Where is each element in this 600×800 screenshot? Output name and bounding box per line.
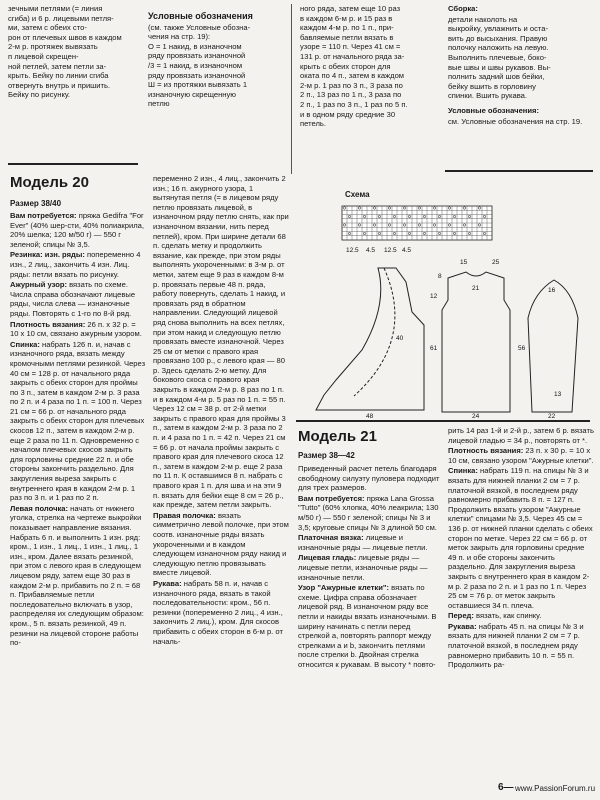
- schema-title: Схема: [345, 190, 370, 199]
- paragraph-heading: Плотность вязания:: [448, 446, 524, 456]
- text-line: ряду провязать изнаночной: [148, 70, 246, 80]
- model-21-col-1: [298, 464, 442, 796]
- measurement-label: 12: [430, 293, 438, 300]
- text-line: зечными петлями (= линия: [8, 4, 103, 13]
- top-col-1: [8, 4, 126, 104]
- paragraph-text: рить 14 раз 1-й и 2-й р., затем 6 р. вязать лицевой гладью = 34 р., повторять от *.: [448, 426, 594, 445]
- paragraph: [448, 622, 594, 670]
- site-watermark: www.PassionForum.ru: [515, 784, 596, 793]
- paragraph-heading: Вам потребуется:: [10, 211, 77, 220]
- paragraph-text: пряжа Lana Grossa "Tutto" (60% хлопка, 40% леакрила; 130 м/50 г) — 550 г зеленой; спицы № 3 и 3,5; круговые спицы № 3 длиной 50 см.: [298, 493, 439, 532]
- text-line: ного ряда, затем еще 10 раз: [300, 4, 401, 13]
- paragraph-text: набрать 126 п. и, начав с изнаночного ряда, вязать между кромочными петлями резинкой. Через 40 см = 128 р. от начального ряда закрыть с обеих сторон для проймы по 3 п., затем в каждом 2-м р. 3 раза по 2 п. и 4 раза по 1 п. = 100 п. Через 21 см = 66 р. от начального ряда закрыть с обеих сторон для плечевых скосов 12 п., затем в каждом 2-м р. еще 2 раза по 11 п. Одновременно с началом плечевых скосов закрыть для горловины средние 22 п. и обе стороны закончить раздельно. Для закругления выреза закрыть с внутреннего края в каждом 2-м р. 1 раз по 3 п. и 1 раз по 2 п.: [10, 339, 146, 503]
- back-piece-outline: [442, 272, 510, 412]
- text-line: Выполнить плечевые, боко-: [448, 52, 547, 62]
- measurement-label: 40: [396, 335, 404, 342]
- column-separator: [291, 4, 292, 174]
- divider-right: [445, 170, 593, 172]
- paragraph-heading: Платочная вязка:: [298, 533, 364, 543]
- text-line: О = 1 накид, в изнаночном: [148, 41, 242, 51]
- text-line: крыть. Бейку по линии сгиба: [8, 71, 109, 81]
- model-21-title: Модель 21: [298, 428, 377, 445]
- sleeve-piece-outline: [528, 280, 578, 412]
- measurement-label: 25: [492, 259, 500, 266]
- text-line: узоре = 110 п. Через 41 см =: [300, 42, 401, 52]
- text-line: рон от плечевых швов в каждом: [8, 32, 122, 42]
- paragraph-text: пряжа Gedifra "For Ever" (40% шер-сти, 40% полиакрила, 20% шелка; 120 м/50 г) — 550 г зеленой; спицы № 3,5.: [10, 211, 144, 249]
- paragraph-text: 26 п. х 32 р. = 10 х 10 см, связано ажурным узором.: [10, 319, 142, 339]
- paragraph: [448, 426, 594, 445]
- text-line: (см. также Условные обозна-: [148, 22, 251, 32]
- measurement-label: 22: [548, 413, 556, 420]
- paragraph-text: набрать 119 п. на спицы № 3 и вязать для нижней планки 2 см = 7 р. платочной вязкой, в последнем ряду равномерно прибавить 8 п. = 127 п. Продолжить вязать узором "Ажурные клетки" спицами № 3,5. Через 45 см = 136 р. от нижней планки сделать с обеих сторон по метке. Через 22 см = 66 р. от меток закрыть для горловины средние 49 п. и обе стороны закончить раздельно. Для закругления выреза закрыть с внутреннего края в каждом 2-м р. 2 раза по 2 п. и 1 раз по 1 п. Через 25 см = 76 р. от меток закрыть оставшиеся 34 п. плеча.: [448, 466, 593, 610]
- divider-left: [8, 163, 138, 165]
- text-line: /3 = 1 накид, в изнаночном: [148, 60, 243, 70]
- paragraph-heading: Перед:: [448, 611, 474, 621]
- measurement-label: 12.5: [384, 247, 397, 254]
- schema-diagrams: [296, 200, 596, 420]
- measurement-label: 56: [518, 345, 526, 352]
- paragraph-text: лицевые и изнаночные ряды — лицевые петли.: [298, 533, 428, 552]
- paragraph-heading: Узор "Ажурные клетки":: [298, 583, 390, 593]
- paragraph: [10, 250, 146, 279]
- measurement-label: 48: [366, 413, 374, 420]
- paragraph-heading: Резинка: изн. ряды:: [10, 250, 85, 260]
- paragraph-heading: Вам потребуется:: [298, 493, 365, 503]
- measurement-label: 12.5: [346, 247, 359, 254]
- right-front-text: вязать симметрично левой полочке, при этом соотв. изнаночные ряды вязать укороченными и в каждом следующем изнаночном ряду накид и следующую петлю провязывать вместе лицевой.: [153, 510, 289, 578]
- paragraph-text: 23 п. х 30 р. = 10 х 10 см, связано узором "Ажурные клетки".: [448, 446, 594, 465]
- text-line: п лицевой скрещен-: [8, 51, 79, 61]
- text-line: 2 п., 1 раз по 3 п., 1 раз по 5 п.: [300, 99, 408, 109]
- text-line: 2-м р. протяжек вывязать: [8, 42, 98, 52]
- top-legend-heading-2: Условные обозначения:: [448, 105, 540, 115]
- text-line: вить до высыхания. Правую: [448, 33, 548, 43]
- text-line: Ш = из протяжки вывязать 1: [148, 80, 248, 90]
- text-line: и в одном ряду средние 30: [300, 109, 396, 119]
- sleeves-heading: Рукава:: [153, 578, 182, 588]
- paragraph: [10, 211, 146, 249]
- paragraph-heading: Спинка:: [448, 466, 478, 476]
- front-piece-outline: [316, 268, 424, 410]
- top-col-3: [300, 4, 435, 169]
- measurement-label: 21: [472, 285, 480, 292]
- measurement-label: 4.5: [402, 247, 412, 254]
- paragraph-text: лицевые ряды — лицевые петли, изнаночные ряды — изнаночные петли.: [298, 553, 428, 582]
- text-line: детали наколоть на: [448, 14, 518, 24]
- paragraph: [448, 611, 594, 621]
- paragraph-text: вязать, как спинку.: [473, 611, 542, 621]
- text-line: сгиба) и 6 р. лицевыми петля-: [8, 13, 114, 23]
- text-line: отвернуть внутрь и пришить.: [8, 80, 111, 90]
- paragraph: [10, 280, 146, 318]
- text-line: каждом 4-м р. по 1 п., при-: [300, 23, 394, 33]
- divider-model21: [296, 420, 590, 422]
- text-line: петлю: [148, 99, 170, 109]
- text-line: бейку вшить в горловину: [448, 81, 536, 91]
- paragraph: [448, 446, 594, 465]
- text-line: чения на стр. 19):: [148, 32, 211, 42]
- paragraph: [298, 494, 442, 532]
- model-20-col-2: [153, 174, 289, 796]
- pattern-chart: [342, 206, 492, 240]
- text-line: петель.: [300, 119, 326, 129]
- top-legend-heading: Условные обозначения: [148, 12, 253, 21]
- measurement-label: 8: [438, 273, 442, 280]
- text-line: оката по 4 п., затем в каждом: [300, 71, 405, 81]
- paragraph: [10, 504, 146, 648]
- sleeves-text: набрать 58 п. и, начав с изнаночного ряда, вязать в такой последовательности: кром., 56 п. резинки (попеременно 2 лиц., 4 изн., закончить 2 лиц.), кром. Для скосов прибавить с обеих сторон в 6-м р. от началь-: [153, 578, 283, 646]
- paragraph: [448, 466, 594, 610]
- paragraph-heading: Ажурный узор:: [10, 280, 67, 290]
- paragraph-heading: Рукава:: [448, 621, 477, 631]
- right-front-heading: Правая полочка:: [153, 510, 216, 520]
- paragraph-heading: Спинка:: [10, 339, 40, 349]
- measurement-label: 15: [460, 259, 468, 266]
- text-line: бавляемые петли вязать в: [300, 32, 394, 42]
- measurement-label: 61: [430, 345, 438, 352]
- paragraph-text: Приведенный расчет петель благодаря свободному силуэту пуловера подходит для трех размеров.: [298, 464, 440, 493]
- top-col-2: [148, 12, 278, 132]
- top-col-4: [448, 4, 593, 184]
- text-line: 2-м р. 1 раз по 3 п., 3 раза по: [300, 80, 403, 90]
- text-line: в каждом 6-м р. и 15 раз в: [300, 13, 393, 23]
- paragraph-text: попеременно 4 изн., 2 лиц., закончить 4 изн. Лиц. ряды: петли вязать по рисунку.: [10, 250, 141, 279]
- text-line: 2 п., 13 раз по 1 п., 3 раза по: [300, 90, 402, 100]
- paragraph-text: начать от нижнего уголка, стрелка на чертеже выкройки показывает направление вязания. Набрать 6 п. и выполнить 1 изн. ряд: кром., 1 изн., 1 лиц., 1 изн., 1 лиц., 1 изн., кром. Далее вязать резинкой, при этом с левого края в следующем лицевом ряду, затем еще 30 раз в каждом 2-м р. прибавить по 2 п. = 68 п. Прибавляемые петли последовательно включать в узор, распределяя их следующим образом: кром., 5 п. вязать резинкой, 49 п. резинки на лицевой стороне работы по-: [10, 503, 144, 648]
- paragraph-text: вязать по схеме. Цифра справа обозначает лицевой ряд. В изнаночном ряду все петли и накиды вязать изнаночными. В ширину начинать с петли перед стрелкой а, повторять раппорт между стрелками а и b, закончить петлями после стрелки b. Двойная стрелка относится к рукавам. В высоту * повто-: [298, 583, 437, 669]
- text-line: изнаночную скрещенную: [148, 89, 236, 99]
- text-line: полочку наложить на левую.: [448, 43, 549, 53]
- top-legend-text: см. Условные обозначения на стр. 19.: [448, 116, 583, 126]
- model-20-title: Модель 20: [10, 174, 89, 191]
- page-number: 6—: [498, 782, 514, 793]
- paragraph: [298, 533, 442, 552]
- model-21-size: Размер 38—42: [298, 451, 355, 460]
- text-line: Бейку по рисунку.: [8, 90, 71, 100]
- paragraph-text: вязать по схеме. Числа справа обозначают лицевые ряды, числа слева — изнаночные ряды. Повторять с 1-го по 8-й ряд.: [10, 280, 136, 318]
- paragraph: [298, 464, 442, 493]
- measurement-label: 24: [472, 413, 480, 420]
- paragraph-text: набрать 45 п. на спицы № 3 и вязать для нижней планки 2 см = 7 р. платочной вязкой, в последнем ряду равномерно прибавить 10 п. = 55 п. Продолжить ра-: [448, 621, 584, 670]
- text-line: 131 р. от начального ряда за-: [300, 51, 405, 61]
- model-20-col-1: [10, 211, 146, 796]
- text-line: полнить задний шов бейки,: [448, 72, 545, 82]
- text-line: крыть с обеих сторон для: [300, 61, 391, 71]
- paragraph-heading: Левая полочка:: [10, 503, 69, 513]
- text-line: вые швы и швы рукавов. Вы-: [448, 62, 551, 72]
- paragraph: [298, 553, 442, 582]
- paragraph-heading: Лицевая гладь:: [298, 553, 357, 563]
- model-20-col-2-text: переменно 2 изн., 4 лиц., закончить 2 изн.; 16 п. ажурного узора, 1 вытянутая петля (= в лицевом ряду петлю провязать лицевой, в изнаночном ряду петлю снять, как при изнаночном вязании, нить перед петлей), кром. При ширине детали 68 п. сделать метку и продолжить вязание, как прежде, при этом ряды выполнять укороченными: в 3-м р. от метки, затем еще 9 раз в каждом 8-м р. провязать первые 48 п. ряда, работу повернуть, сделать 1 накид, и провязать ряд в обратном направлении. Следующий лицевой ряд снова выполнить на всех петлях, при этом накид и следующую петлю провязать вместе изнаночной. Через 25 см от метки с правого края провязано 100 р., с левого края — 80 р. Здесь сделать 2-ю метку. Для бокового скоса с правого края закрыть в каждом 2-м р. 8 раз по 1 п. и в каждом 4-м р. 5 раз по 1 п. = 55 п. Через 12 см = 38 р. от 2-й метки закрыть с правого края для проймы 3 п., затем в каждом 2-м р. 3 раза по 2 п. и 4 раза по 1 п. = 42 п. Через 21 см = 66 р. от начала проймы закрыть с правого края для плечевого скоса 12 п., затем в каждом 2-м р. еще 2 раза по 11 п. К оставшимся 8 п. набрать с правого края 1 п. для шва и на эти 9 п. вязать для бейки еще 8 см = 26 р., как прежде, затем петли закрыть.: [153, 174, 289, 510]
- text-line: ной петлей, затем петли за-: [8, 61, 107, 71]
- measurement-label: 16: [548, 287, 556, 294]
- model-21-col-2: [448, 426, 594, 766]
- paragraph: [10, 320, 146, 339]
- measurement-label: 4.5: [366, 247, 376, 254]
- text-line: ряду провязать изнаночной: [148, 51, 246, 61]
- measurement-label: 13: [554, 391, 562, 398]
- model-20-size: Размер 38/40: [10, 199, 62, 208]
- assembly-heading: Сборка:: [448, 4, 478, 13]
- paragraph: [298, 583, 442, 669]
- text-line: спинки. Вшить рукава.: [448, 91, 528, 101]
- paragraph: [10, 340, 146, 503]
- text-line: ми, затем с обеих сто-: [8, 23, 87, 33]
- paragraph-heading: Плотность вязания:: [10, 319, 86, 329]
- text-line: выкройку, увлажнить и оста-: [448, 24, 549, 34]
